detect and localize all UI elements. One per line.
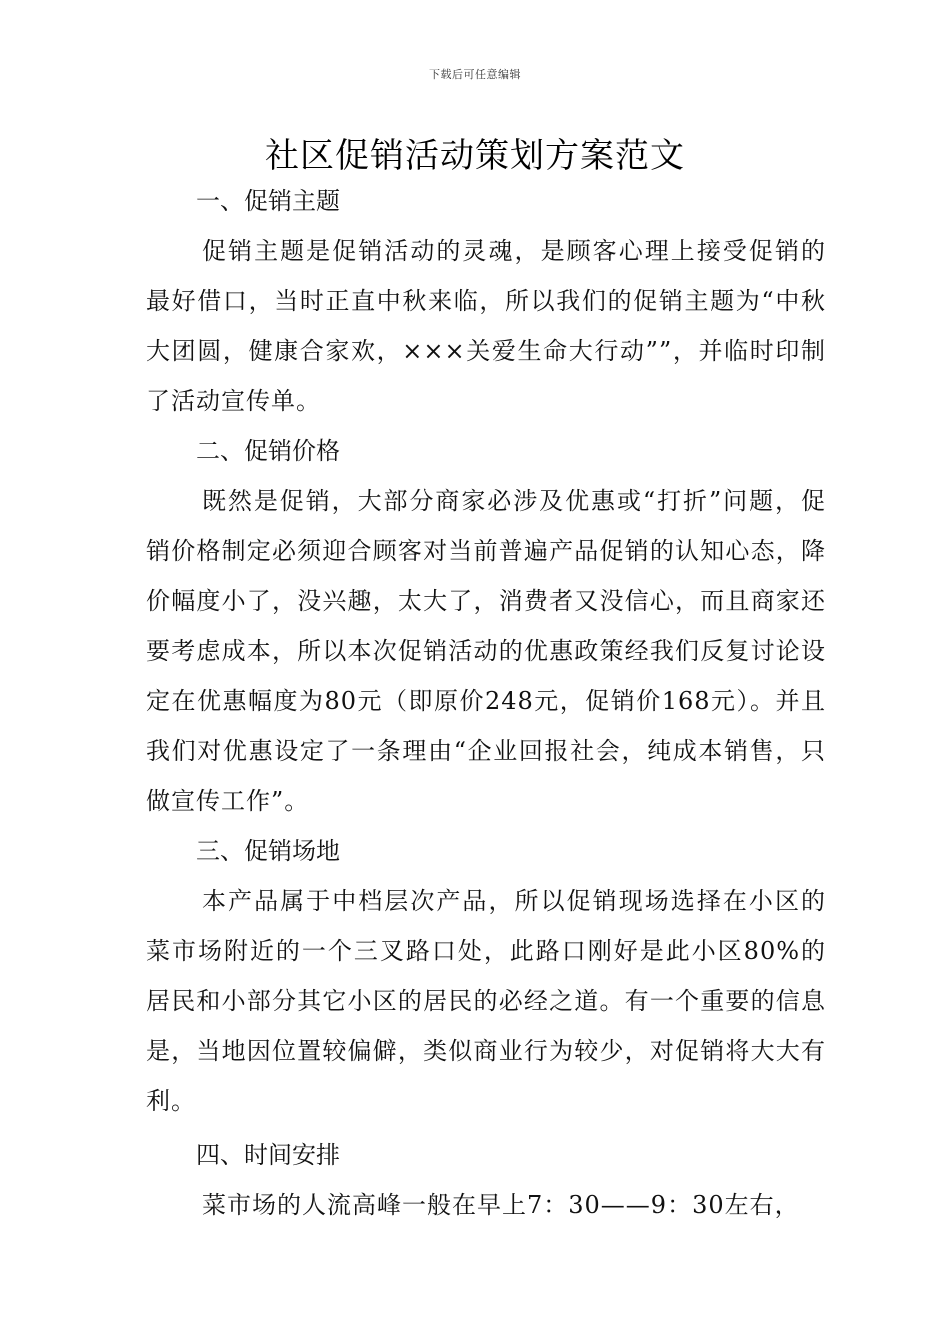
section-paragraph: 本产品属于中档层次产品，所以促销现场选择在小区的菜市场附近的一个三叉路口处，此路口刚好是此小区80%的居民和小部分其它小区的居民的必经之道。有一个重要的信息是，当地因位置较偏僻，类似商业行为较少，对促销将大大有利。 <box>146 887 826 1115</box>
section-promotion-venue <box>146 826 826 1126</box>
section-time-schedule <box>146 1130 826 1230</box>
section-paragraph: 促销主题是促销活动的灵魂，是顾客心理上接受促销的最好借口，当时正直中秋来临，所以我们的促销主题为“中秋大团圆，健康合家欢，×××关爱生命大行动””，并临时印制了活动宣传单。 <box>146 237 826 415</box>
section-heading: 二、促销价格 <box>196 437 340 465</box>
section-heading: 三、促销场地 <box>196 837 340 865</box>
section-heading: 一、促销主题 <box>196 187 340 215</box>
section-paragraph: 既然是促销，大部分商家必涉及优惠或“打折”问题，促销价格制定必须迎合顾客对当前普遍产品促销的认知心态，降价幅度小了，没兴趣，太大了，消费者又没信心，而且商家还要考虑成本，所以本次促销活动的优惠政策经我们反复讨论设定在优惠幅度为80元（即原价248元，促销价168元）。并且我们对优惠设定了一条理由“企业回报社会，纯成本销售，只做宣传工作”。 <box>146 487 826 815</box>
download-note: 下载后可任意编辑 <box>429 68 521 81</box>
section-heading: 四、时间安排 <box>196 1141 340 1169</box>
section-promotion-theme <box>146 176 826 426</box>
document-title: 社区促销活动策划方案范文 <box>265 136 685 176</box>
document-body <box>146 176 826 1230</box>
section-promotion-price <box>146 426 826 826</box>
section-paragraph: 菜市场的人流高峰一般在早上7：30——9：30左右， <box>202 1191 800 1219</box>
